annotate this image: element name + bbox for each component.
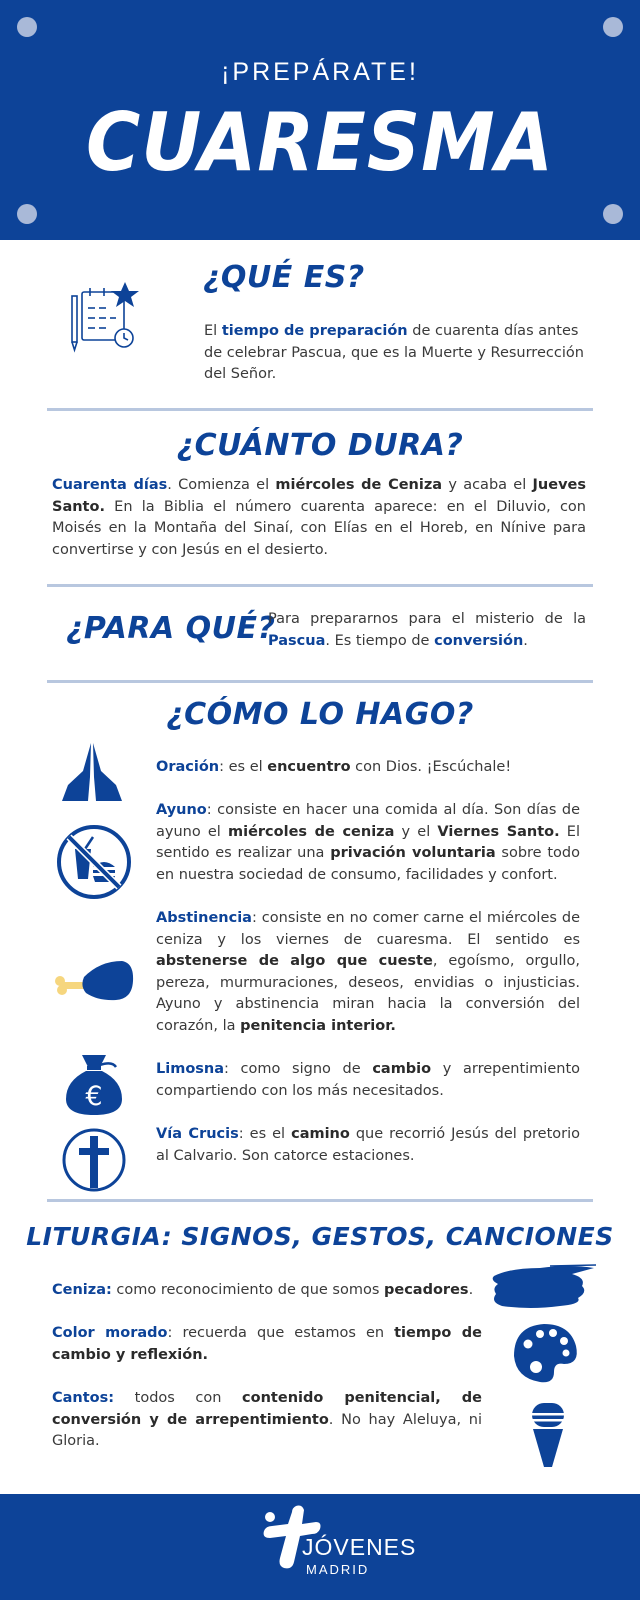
- logo-text-jovenes: JÓVENES: [302, 1534, 417, 1560]
- decorative-pin: [603, 17, 623, 37]
- cross-icon: [62, 1128, 126, 1192]
- praying-hands-icon: [62, 741, 122, 801]
- decorative-pin: [17, 17, 37, 37]
- color-morado-text: Color morado: recuerda que estamos en tiempo de cambio y reflexión.: [52, 1325, 482, 1363]
- divider: [47, 584, 593, 587]
- microphone-icon: [528, 1401, 568, 1471]
- decorative-pin: [603, 204, 623, 224]
- page-title: CUARESMA: [85, 96, 555, 190]
- limosna-text: Limosna: como signo de cambio y arrepentimiento compartiendo con los más necesitados.: [156, 1061, 580, 1099]
- divider: [47, 1199, 593, 1202]
- ash-brush-stroke-icon: [490, 1262, 598, 1312]
- section-title-liturgia: LITURGIA: SIGNOS, GESTOS, CANCIONES: [26, 1222, 614, 1251]
- section-title-como-lo-hago: ¿CÓMO LO HAGO?: [166, 697, 474, 732]
- cuanto-dura-text: Cuarenta días. Comienza el miércoles de Ceniza y acaba el Jueves Santo. En la Biblia el número cuarenta aparece: en el Diluvio, con Moisés en la Montaña del Sinaí, con Elías en el Horeb, en Nínive para convertirse y con Jesús en el desierto.: [52, 477, 586, 558]
- header-banner: [0, 0, 640, 240]
- euro-icon: €: [85, 1081, 103, 1112]
- que-es-text: El tiempo de preparación de cuarenta días antes de celebrar Pascua, que es la Muerte y Resurrección del Señor.: [204, 323, 584, 382]
- divider: [47, 680, 593, 683]
- via-crucis-text: Vía Crucis: es el camino que recorrió Jesús del pretorio al Calvario. Son catorce estaciones.: [156, 1126, 581, 1164]
- para-que-text: Para prepararnos para el misterio de la Pascua. Es tiempo de conversión.: [268, 611, 586, 649]
- section-title-que-es: ¿QUÉ ES?: [203, 260, 365, 295]
- header-kicker: ¡PREPÁRATE!: [221, 58, 419, 86]
- calendar-star-icon: [68, 278, 144, 354]
- logo-text-madrid: MADRID: [306, 1562, 370, 1577]
- meat-leg-icon: [54, 957, 134, 1007]
- paint-palette-icon: [510, 1322, 580, 1386]
- no-fast-food-icon: [55, 823, 133, 901]
- cantos-text: Cantos: todos con contenido penitencial, de conversión y de arrepentimiento. No hay Aleluya, ni Gloria.: [52, 1390, 482, 1449]
- divider: [47, 408, 593, 411]
- section-title-cuanto-dura: ¿CUÁNTO DURA?: [176, 428, 464, 463]
- abstinencia-text: Abstinencia: consiste en no comer carne el miércoles de ceniza y los viernes de cuaresma. El sentido es abstenerse de algo que cueste, egoísmo, orgullo, pereza, murmuraciones, deseos, envidias o injusticias. Ayuno y abstinencia miran hacia la conversión del corazón, la penitencia interior.: [156, 910, 580, 1034]
- oracion-text: Oración: es el encuentro con Dios. ¡Escúchale!: [156, 759, 512, 775]
- ceniza-text: Ceniza: como reconocimiento de que somos pecadores.: [52, 1282, 474, 1298]
- footer: [0, 1494, 640, 1600]
- money-bag-icon: [64, 1053, 124, 1117]
- ayuno-text: Ayuno: consiste en hacer una comida al día. Son días de ayuno el miércoles de ceniza y el Viernes Santo. El sentido es realizar una privación voluntaria sobre todo en nuestra sociedad de consumo, facilidades y confort.: [156, 802, 581, 883]
- section-title-para-que: ¿PARA QUÉ?: [66, 611, 276, 646]
- decorative-pin: [17, 204, 37, 224]
